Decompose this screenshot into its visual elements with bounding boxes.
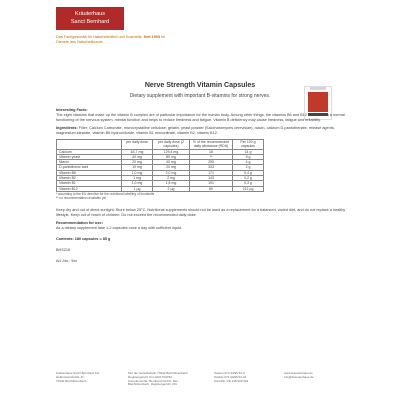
table-cell: 1,5 mg — [153, 181, 190, 186]
logo-line-2: Sanct Bernhard — [70, 19, 110, 25]
table-cell: 333 — [190, 165, 233, 170]
footer-email-link[interactable]: info@kraeuterhaus.de — [284, 374, 314, 379]
table-cell: 2 g — [233, 165, 264, 170]
tagline-highlight: Seit 1903 — [143, 35, 161, 39]
table-cell: 4 g — [233, 160, 264, 165]
table-cell: D-pantothenic acid — [57, 165, 122, 170]
table-cell: 14 g — [233, 149, 264, 154]
brand-logo — [56, 7, 124, 30]
table-cell: 16 — [190, 149, 233, 154]
table-cell: ** — [190, 154, 233, 159]
facts-heading: Interesting Facts: — [56, 108, 88, 112]
table-header-cell: % of the recommended daily allowance (RDA) — [190, 140, 233, 150]
table-cell: 10 mg — [122, 165, 153, 170]
ingredients-heading: Ingredients: — [56, 126, 78, 130]
table-cell: 129,4 mg — [153, 149, 190, 154]
tagline-text-after: im Dienste des Naturheilkunde. — [56, 35, 166, 44]
recommendation-text: As a dietary supplement take 1-2 capsules once a day with sufficient liquid. — [56, 226, 182, 231]
table-footnotes — [56, 192, 346, 200]
facts-text: The eight vitamins that make up the vitamin B complex are of particular importance for the human body. Among other things, the vitamins B6 and B12 contribute to a normal functioning of the nervous system, mental function and helps to reduce tiredness and fatigue. Vitamin B deficiency may cause tiredness, fatigue and irritability. — [56, 113, 345, 122]
table-cell: 143 — [190, 176, 233, 181]
product-details — [56, 108, 346, 267]
table-cell: 0,2 g — [233, 176, 264, 181]
footer-address — [56, 372, 99, 383]
footnote-no-recommendation: ** no recommendation available yet — [56, 196, 107, 201]
recommendation-heading: Recommendation for use: — [56, 221, 103, 226]
table-cell: Vitamin B1 — [57, 181, 122, 186]
table-cell: Niacin — [57, 160, 122, 165]
footer-line: 73342 Bad Ditzenbach — [56, 378, 87, 383]
table-cell: Vitamin yeast — [57, 154, 122, 159]
product-subtitle: Dietary supplement with important B-vitamins for strong nerves. — [129, 93, 271, 99]
brand-tagline — [56, 35, 166, 45]
footer-line: Sitz der Gesellschaft: 73342 Bad Ditzenbach — [128, 371, 188, 375]
table-header-cell — [57, 140, 122, 150]
table-cell: 40 mg — [122, 154, 153, 159]
table-cell: 2,0 mg — [153, 170, 190, 175]
ingredients-text: Filler: Calcium Carbonate, microcrystalline cellulose; gelatin, yeast powder (Saccharomyces cerevisiae), niacin, calcium D-pantothenate, release agents, magnesium stearate, vitamin B6 hydrochloride, vitamin B1 mononitrate, vitamin B2, vitamin B12. — [56, 126, 335, 135]
nutrition-table — [56, 139, 264, 192]
table-cell: 2 mg — [153, 176, 190, 181]
product-bottle-cap — [310, 87, 326, 90]
table-cell: 1,0 mg — [122, 170, 153, 175]
footer-line: Telefon 073 34/96 54-0 — [214, 371, 245, 375]
table-cell: 80 — [190, 186, 233, 191]
table-cell: 9 g — [233, 154, 264, 159]
ingredients-section — [56, 126, 346, 136]
footer-line: Telefax 073 34/96 54-44 — [214, 374, 247, 379]
recommendation-section — [56, 221, 346, 231]
contents-text: Contents: 180 capsules = 85 g — [56, 237, 111, 242]
table-cell: 1 µg — [122, 186, 153, 191]
table-cell: Calcium — [57, 149, 122, 154]
table-cell: 2 µg — [153, 186, 190, 191]
storage-text: Keep dry and out of direct sunlight. Store below 25°C. Nutritional supplements should not be used as a replacement for a balanced, varied diet, and do not replace a healthy lifestyle. Keep out of reach of children. Do not exceed the recommended daily dose. — [56, 208, 346, 218]
table-cell: 171 — [190, 170, 233, 175]
footer-web — [284, 372, 314, 380]
facts-section — [56, 108, 346, 123]
footer-line: Bad Ditzenbach, Registergericht Ulm — [128, 382, 178, 387]
table-cell: Vitamin B12 — [57, 186, 122, 191]
table-row — [57, 186, 264, 191]
table-cell: 250 — [190, 160, 233, 165]
footer-line: Komplementär: Bernhard GmbH, Sitz: — [128, 378, 179, 383]
table-cell: 20 mg — [122, 160, 153, 165]
product-code: BHS216 — [56, 248, 71, 253]
footer-website-link[interactable]: www.kraeuterhaus.de — [284, 371, 313, 375]
footer-registration — [128, 372, 188, 387]
footnote-rda: * according to the EU directive for the nutritional labelling of foodstuffs — [56, 191, 155, 196]
tagline-text-before: Das Fachgeschäft für Naturheilmittel und Kosmetik. — [56, 35, 143, 39]
table-cell: 0,4 g — [233, 170, 264, 175]
footer-contact — [214, 372, 248, 383]
table-cell: 80 mg — [153, 154, 190, 159]
logo-line-1: Kräuterhaus — [75, 11, 105, 17]
table-header-cell: per daily dose — [122, 140, 153, 150]
nutrition-table-header — [57, 140, 264, 150]
table-cell: 0,3 g — [233, 181, 264, 186]
footer-line: Helfensteinstraße 47 — [56, 374, 84, 379]
product-title: Nerve Strength Vitamin Capsules — [144, 82, 256, 89]
table-cell: 40 mg — [153, 160, 190, 165]
table-cell: 64,7 mg — [122, 149, 153, 154]
table-cell: 191 — [190, 181, 233, 186]
table-cell: 1 mg — [122, 176, 153, 181]
footer-line: Ust-IdNr. DE 145 000 001 — [214, 378, 249, 383]
footer-line: Registergericht Ulm HRA 541061 — [128, 374, 173, 379]
table-cell: Vitamin B2 — [57, 176, 122, 181]
footer-line: Kräuterhaus Sanct Bernhard KG — [56, 371, 100, 375]
table-cell: 1,0 mg — [122, 181, 153, 186]
table-cell: 20 mg — [153, 165, 190, 170]
table-header-cell: per daily dose (2 capsules) — [153, 140, 190, 150]
table-header-cell: Per 100 g capsules — [233, 140, 264, 150]
article-number: Art.-No.: 9xx — [56, 259, 78, 264]
table-cell: 212 µg — [233, 186, 264, 191]
table-cell: Vitamin B6 — [57, 170, 122, 175]
